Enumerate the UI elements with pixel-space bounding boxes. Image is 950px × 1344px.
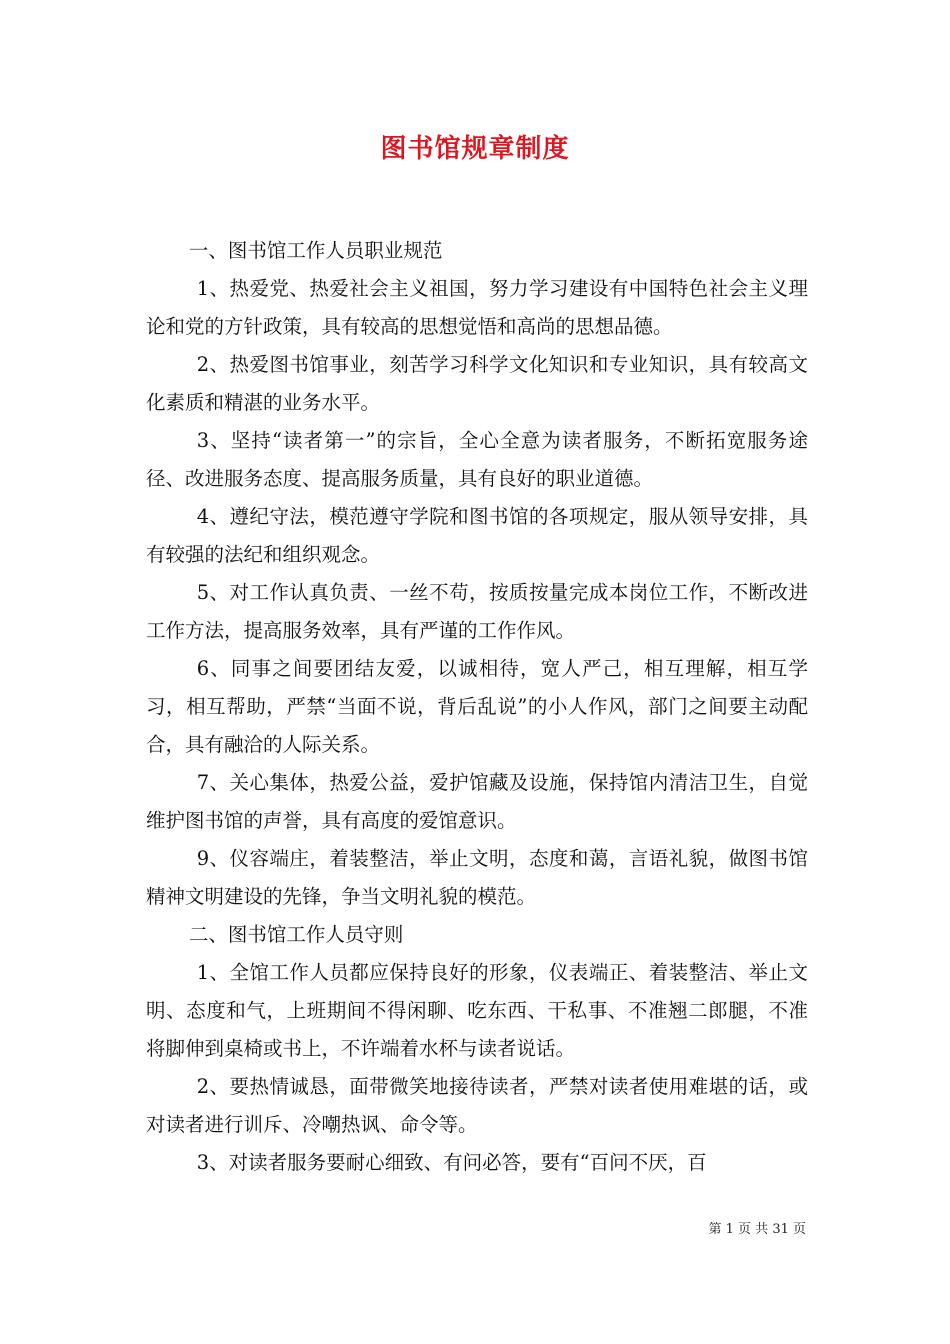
paragraph: 3、坚持“读者第一”的宗旨，全心全意为读者服务，不断拓宽服务途径、改进服务态度、提高服务质量，具有良好的职业道德。: [146, 429, 808, 490]
paragraph: 5、对工作认真负责、一丝不苟，按质按量完成本岗位工作，不断改进工作方法，提高服务效率，具有严谨的工作作风。: [146, 581, 808, 642]
paragraph: 9、仪容端庄，着装整洁，举止文明，态度和蔼，言语礼貌，做图书馆精神文明建设的先锋，争当文明礼貌的模范。: [146, 847, 808, 908]
paragraph: 3、对读者服务要耐心细致、有问必答，要有“百问不厌，百: [196, 1151, 707, 1174]
document-body: [146, 232, 808, 1182]
section-heading: 二、图书馆工作人员守则: [188, 923, 404, 946]
paragraph: 2、要热情诚恳，面带微笑地接待读者，严禁对读者使用难堪的话，或对读者进行训斥、冷嘲热讽、命令等。: [146, 1075, 808, 1136]
page-footer: 第 1 页 共 31 页: [708, 1222, 806, 1237]
paragraph: 2、热爱图书馆事业，刻苦学习科学文化知识和专业知识，具有较高文化素质和精湛的业务水平。: [146, 353, 808, 414]
paragraph: 1、全馆工作人员都应保持良好的形象，仪表端正、着装整洁、举止文明、态度和气，上班期间不得闲聊、吃东西、干私事、不准翘二郎腿，不准将脚伸到桌椅或书上，不许端着水杯与读者说话。: [146, 961, 808, 1060]
paragraph: 7、关心集体，热爱公益，爱护馆藏及设施，保持馆内清洁卫生，自觉维护图书馆的声誉，具有高度的爱馆意识。: [146, 771, 808, 832]
document-title: 图书馆规章制度: [380, 134, 570, 164]
section-heading: 一、图书馆工作人员职业规范: [188, 239, 443, 262]
paragraph: 1、热爱党、热爱社会主义祖国，努力学习建设有中国特色社会主义理论和党的方针政策，具有较高的思想觉悟和高尚的思想品德。: [146, 277, 808, 338]
paragraph: 4、遵纪守法，模范遵守学院和图书馆的各项规定，服从领导安排，具有较强的法纪和组织观念。: [146, 505, 808, 566]
paragraph: 6、同事之间要团结友爱，以诚相待，宽人严己，相互理解，相互学习，相互帮助，严禁“当面不说，背后乱说”的小人作风，部门之间要主动配合，具有融洽的人际关系。: [146, 657, 808, 756]
